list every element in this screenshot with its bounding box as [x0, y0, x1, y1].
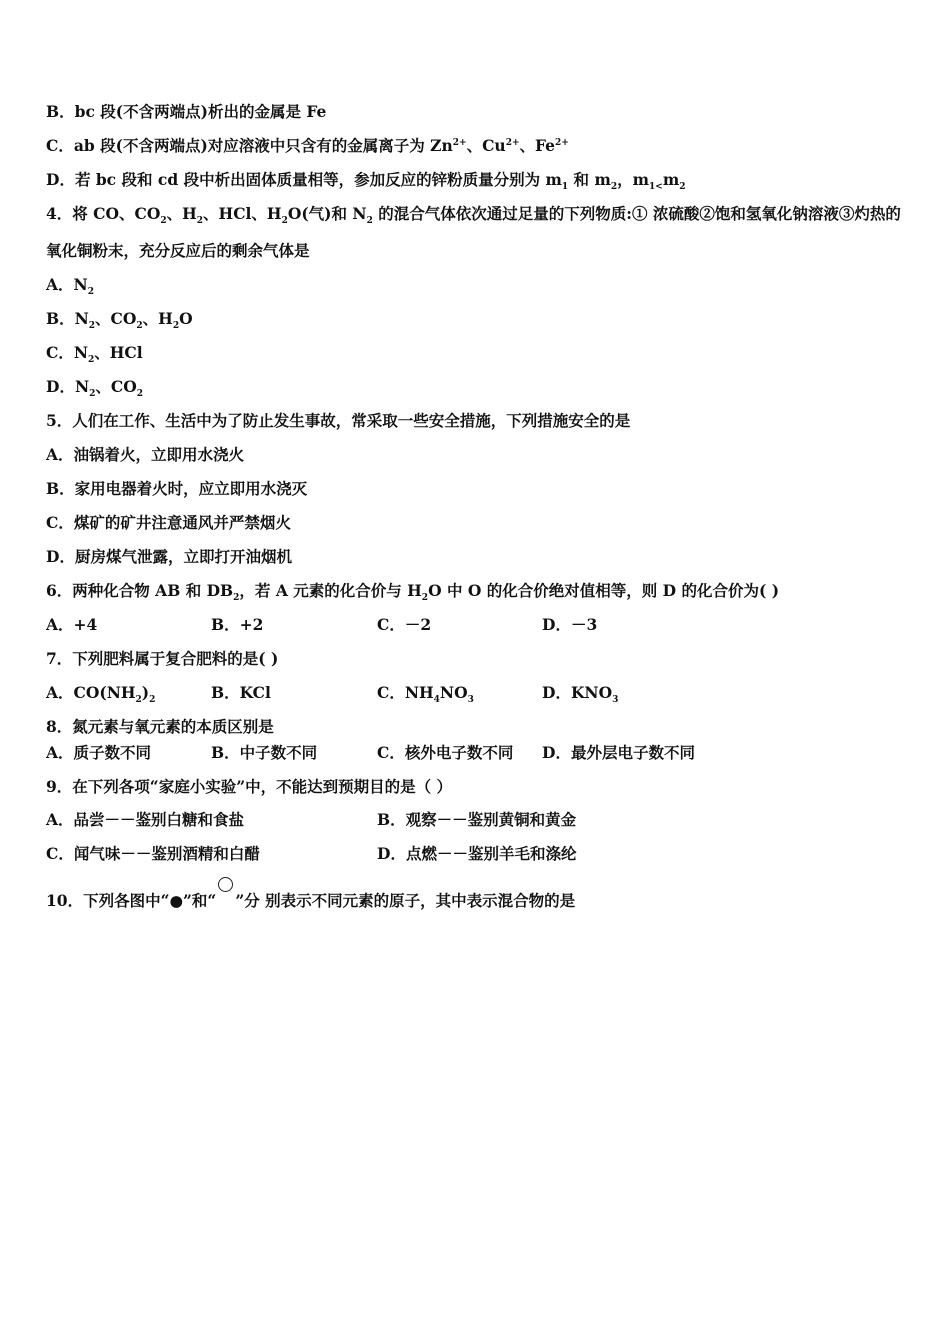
subscript-text: 2: [160, 216, 167, 227]
text-line: [46, 777, 452, 797]
text-segment: D．若 bc 段和 cd 段中析出固体质量相等，参加反应的锌粉质量分别为 m: [46, 170, 562, 189]
text-segment: B．N: [46, 309, 89, 328]
answer-option: [211, 683, 271, 703]
text-line: [46, 204, 901, 227]
text-segment: 5．人们在工作、生活中为了防止发生事故，常采取一些安全措施，下列措施安全的是: [46, 411, 631, 430]
text-segment: A．品尝－－鉴别白糖和食盐: [46, 810, 245, 829]
text-segment: B．+2: [211, 615, 264, 634]
answer-option: [46, 844, 260, 864]
text-segment: 、H: [166, 204, 197, 223]
text-line: [46, 717, 274, 737]
answer-option: [377, 810, 576, 830]
text-segment: NO: [439, 683, 468, 702]
supscript-text: 2+: [505, 137, 520, 148]
subscript-text: 2: [196, 216, 204, 227]
text-line: [46, 275, 94, 298]
text-segment: C．核外电子数不同: [377, 743, 514, 762]
answer-option: [542, 615, 597, 635]
text-segment: D．最外层电子数不同: [542, 743, 695, 762]
subscript-text: 3: [467, 695, 474, 706]
subscript-text: 4: [433, 695, 440, 706]
text-segment: 、HCl、H: [203, 204, 282, 223]
text-segment: A．质子数不同: [46, 743, 152, 762]
text-segment: D．厨房煤气泄露，立即打开油烟机: [46, 547, 292, 566]
text-segment: 10．下列各图中“●”和“: [46, 891, 217, 910]
subscript-text: 2: [281, 216, 288, 227]
text-segment: O: [179, 309, 193, 328]
text-segment: 、H: [142, 309, 173, 328]
text-line: [46, 891, 575, 911]
text-line: [46, 309, 193, 332]
text-line: [46, 343, 143, 366]
text-segment: 、Cu: [466, 136, 506, 155]
supscript-text: 2+: [555, 137, 569, 148]
text-segment: A．油锅着火，立即用水浇火: [46, 445, 245, 464]
text-segment: 、Fe: [519, 136, 556, 155]
answer-option: [211, 743, 317, 763]
text-line: [46, 170, 686, 193]
text-segment: C．－2: [377, 615, 432, 634]
text-segment: D．点燃－－鉴别羊毛和涤纶: [377, 844, 577, 863]
answer-option: [46, 615, 97, 635]
subscript-text: 2: [679, 182, 686, 193]
text-segment: 7．下列肥料属于复合肥料的是( ): [46, 649, 279, 668]
text-segment: ”分 别表示不同元素的原子，其中表示混合物的是: [235, 891, 576, 910]
text-segment: O 中 O 的化合价绝对值相等，则 D 的化合价为( ): [428, 581, 780, 600]
text-segment: B．KCl: [211, 683, 271, 702]
answer-option: [542, 683, 619, 706]
text-segment: B．中子数不同: [211, 743, 318, 762]
text-line: [46, 377, 143, 400]
answer-option: [542, 743, 695, 763]
subscript-text: 2: [89, 389, 96, 400]
subscript-text: 2: [149, 695, 156, 706]
text-segment: ，m: [617, 170, 650, 189]
subscript-text: 2: [366, 216, 373, 227]
text-segment: 、HCl: [94, 343, 143, 362]
text-line: [46, 479, 307, 499]
answer-option: [377, 844, 576, 864]
text-segment: C．ab 段(不含两端点)对应溶液中只含有的金属离子为 Zn: [46, 136, 453, 155]
text-segment: 、CO: [95, 309, 137, 328]
text-segment: A．N: [46, 275, 88, 294]
text-segment: D．－3: [542, 615, 598, 634]
subscript-text: 1<: [649, 182, 663, 193]
supscript-text: 2+: [452, 137, 467, 148]
text-segment: 9．在下列各项“家庭小实验”中，不能达到预期目的是（ ）: [46, 777, 453, 796]
text-line: [46, 581, 780, 604]
subscript-text: 2: [136, 321, 143, 332]
answer-option: [377, 743, 513, 763]
subscript-text: 2: [136, 389, 143, 400]
text-line: [46, 136, 569, 156]
text-segment: O(气)和 N: [287, 204, 367, 223]
text-segment: ): [141, 683, 150, 702]
text-segment: D．N: [46, 377, 90, 396]
text-segment: C．闻气味－－鉴别酒精和白醋: [46, 844, 260, 863]
text-segment: m: [662, 170, 680, 189]
text-segment: A．CO(NH: [46, 683, 136, 702]
subscript-text: 2: [610, 182, 618, 193]
subscript-text: 2: [233, 593, 240, 604]
answer-option: [377, 615, 431, 635]
subscript-text: 2: [421, 593, 429, 604]
open-circle-atom-icon: [218, 877, 233, 892]
text-line: [46, 411, 630, 431]
text-line: [46, 547, 292, 567]
text-segment: 8．氮元素与氧元素的本质区别是: [46, 717, 274, 736]
text-segment: A．+4: [46, 615, 98, 634]
text-segment: C．NH: [377, 683, 434, 702]
subscript-text: 2: [88, 321, 96, 332]
text-line: [46, 649, 278, 669]
text-line: [46, 445, 244, 465]
subscript-text: 2: [135, 695, 142, 706]
text-segment: 、CO: [95, 377, 137, 396]
text-segment: ，若 A 元素的化合价与 H: [239, 581, 422, 600]
answer-option: [46, 810, 244, 830]
text-line: [46, 102, 326, 122]
answer-option: [211, 615, 263, 635]
text-segment: 4．将 CO、CO: [46, 204, 161, 223]
text-segment: B．bc 段(不含两端点)析出的金属是 Fe: [46, 102, 327, 121]
text-line: [46, 241, 310, 261]
answer-option: [46, 743, 151, 763]
text-segment: C．煤矿的矿井注意通风并严禁烟火: [46, 513, 291, 532]
answer-option: [46, 683, 156, 706]
subscript-text: 1: [561, 182, 569, 193]
text-segment: C．N: [46, 343, 89, 362]
subscript-text: 2: [88, 355, 95, 366]
text-segment: D．KNO: [542, 683, 613, 702]
text-segment: B．观察－－鉴别黄铜和黄金: [377, 810, 577, 829]
text-segment: 氧化铜粉末，充分反应后的剩余气体是: [46, 241, 310, 260]
text-segment: 的混合气体依次通过足量的下列物质:① 浓硫酸②饱和氢氧化钠溶液③灼热的: [372, 204, 901, 223]
text-segment: 和 m: [568, 170, 611, 189]
text-segment: 6．两种化合物 AB 和 DB: [46, 581, 234, 600]
text-line: [46, 513, 291, 533]
answer-option: [377, 683, 474, 706]
subscript-text: 3: [612, 695, 619, 706]
subscript-text: 2: [172, 321, 180, 332]
text-segment: B．家用电器着火时，应立即用水浇灭: [46, 479, 308, 498]
subscript-text: 2: [87, 287, 94, 298]
